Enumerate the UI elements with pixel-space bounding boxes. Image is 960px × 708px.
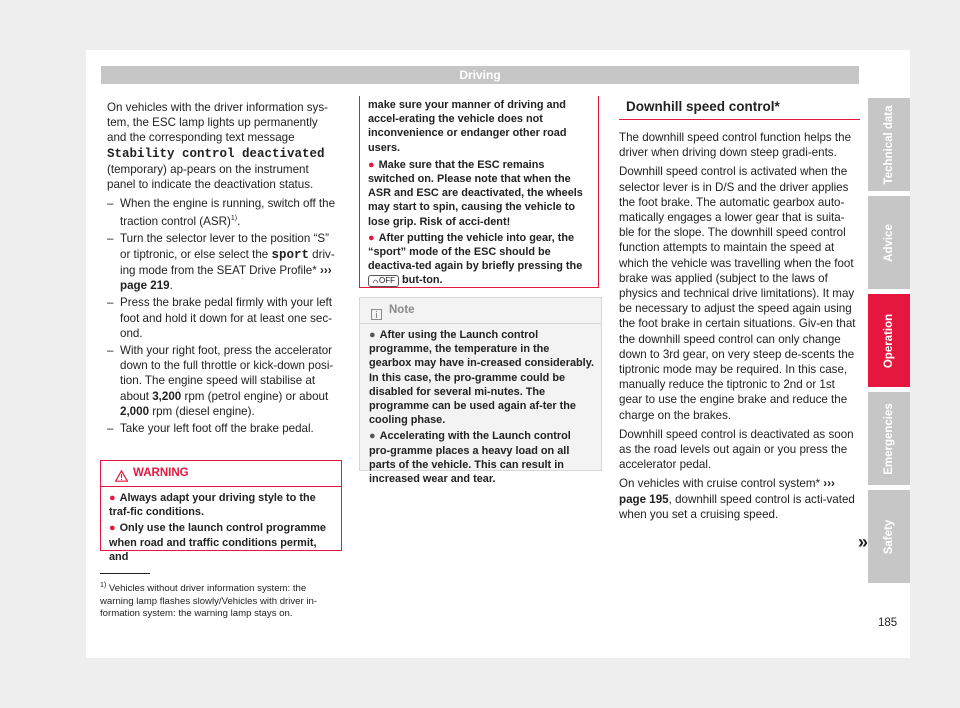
warning-item: ● Always adapt your driving style to the traf-fic conditions. xyxy=(109,492,316,519)
warning-header xyxy=(101,461,341,487)
step-item: – When the engine is running, switch off the traction control (ASR)$^{1)}$. xyxy=(107,196,340,229)
warning-label: WARNING xyxy=(133,467,189,479)
bullet-icon: ● xyxy=(109,492,116,504)
page-header: Driving xyxy=(101,66,859,84)
continue-arrow-icon: » xyxy=(858,532,869,552)
note-item: ● Accelerating with the Launch control pro-gramme places a heavy load on all parts of the vehicle. This can result in increased wear and tear. xyxy=(369,430,571,486)
section-paragraph: The downhill speed control function helps the driver when driving down steep gradi-ents. xyxy=(619,131,852,160)
warning-continuation xyxy=(359,96,599,288)
steps-list xyxy=(107,196,340,436)
warning-list-continued xyxy=(368,158,592,288)
section-title: Downhill speed control* xyxy=(619,99,860,120)
bullet-icon: ● xyxy=(369,430,376,443)
footnote-ref: 1) xyxy=(230,215,238,223)
warning-box xyxy=(100,460,342,563)
footnote: $^{1)}$ Vehicles without driver information system: the warning lamp flashes slowly/Vehicles with driver in-formation system: the warning lamp stays on. xyxy=(100,582,318,619)
page-reference-link[interactable]: ››› page 195 xyxy=(619,477,835,506)
display-message: Stability control deactivated xyxy=(107,146,325,161)
note-header xyxy=(360,298,601,324)
step-item: – Press the brake pedal firmly with your left foot and hold it down for at least one sec-ond. xyxy=(107,295,340,341)
mode-name: sport xyxy=(271,247,309,262)
section-paragraph: Downhill speed control is deactivated as soon as the road levels out again or you press the accelerator pedal. xyxy=(619,427,854,472)
tab-emergencies[interactable]: Emergencies xyxy=(868,392,910,485)
bullet-icon: ● xyxy=(368,158,375,171)
tab-operation[interactable]: Operation xyxy=(868,294,910,387)
warning-list xyxy=(101,487,341,564)
step-item: – Turn the selector lever to the position “S” or tiptronic, or else select the sport driv-ing mode from the SEAT Drive Profile* ››› page 219. xyxy=(107,231,340,293)
bullet-icon: ● xyxy=(368,231,375,244)
page-number: 185 xyxy=(878,617,898,629)
tab-advice[interactable]: Advice xyxy=(868,196,910,289)
footnote-divider xyxy=(100,573,150,574)
warning-continued-text: make sure your manner of driving and accel-erating the vehicle does not inconvenience or endanger other road users. xyxy=(368,99,567,154)
tab-safety[interactable]: Safety xyxy=(868,490,910,583)
warning-triangle-icon xyxy=(115,467,128,492)
note-list xyxy=(360,324,601,486)
note-item: ● After using the Launch control programme, the temperature in the gearbox may have in-creased considerably. In this case, the pro-gramme could be disabled for several mi-nutes. The programme can be used again af-ter the cooling phase. xyxy=(369,329,594,427)
note-label: Note xyxy=(389,304,415,316)
tab-technical-data[interactable]: Technical data xyxy=(868,98,910,191)
intro-paragraph: On vehicles with the driver information sys-tem, the ESC lamp lights up permanently and the corresponding text message Stability control deactivated (temporary) ap-pears on the instrument panel to indicate the deactivation status. xyxy=(107,101,329,192)
page-reference-link[interactable]: ››› page 219 xyxy=(120,263,332,293)
warning-item: ● Make sure that the ESC remains switched on. Please note that when the ASR and ESC are deactivated, the wheels may start to spin, causing the vehicle to lose grip. Risk of acci-dent! xyxy=(368,158,583,228)
column-right xyxy=(619,130,860,526)
step-item: – Take your left foot off the brake pedal. xyxy=(107,421,340,436)
note-box xyxy=(359,297,602,486)
bullet-icon: ● xyxy=(109,522,116,535)
esc-off-button-icon: OFF xyxy=(368,275,399,287)
warning-item: ● After putting the vehicle into gear, the “sport” mode of the ESC should be deactiva-ted again by briefly pressing the OFF but-ton. xyxy=(368,231,583,287)
bullet-icon: ● xyxy=(369,329,376,341)
section-paragraph: On vehicles with cruise control system* ››› page 195, downhill speed control is acti-vated when you set a cruising speed. xyxy=(619,477,855,521)
info-icon xyxy=(371,305,382,330)
section-paragraph: Downhill speed control is activated when the selector lever is in D/S and the driver applies the foot brake. The automatic gearbox auto-matically engages a lower gear that is suita-ble for the slope. The downhill speed control function attempts to maintain the speed at which the vehicle was travelling when the foot brake was applied (subject to the laws of physics and technical drive limitations). It may be necessary to adjust the speed again using the foot brake in certain situations. Giv-en that the downhill speed control can only change down to 3rd gear, on very steep de-scents the tiptronic mode may be required. In this case, manually reduce the tiptronic to 2nd or 1st gear to use the engine brake and reduce the charge on the brakes. xyxy=(619,165,856,422)
warning-item: ● Only use the launch control programme when road and traffic conditions permit, and xyxy=(109,522,326,563)
column-left xyxy=(107,100,340,438)
step-item: – With your right foot, press the accelerator down to the full throttle or kick-down posi-tion. The engine speed will stabilise at about 3,200 rpm (petrol engine) or about 2,000 rpm (diesel engine). xyxy=(107,343,340,419)
